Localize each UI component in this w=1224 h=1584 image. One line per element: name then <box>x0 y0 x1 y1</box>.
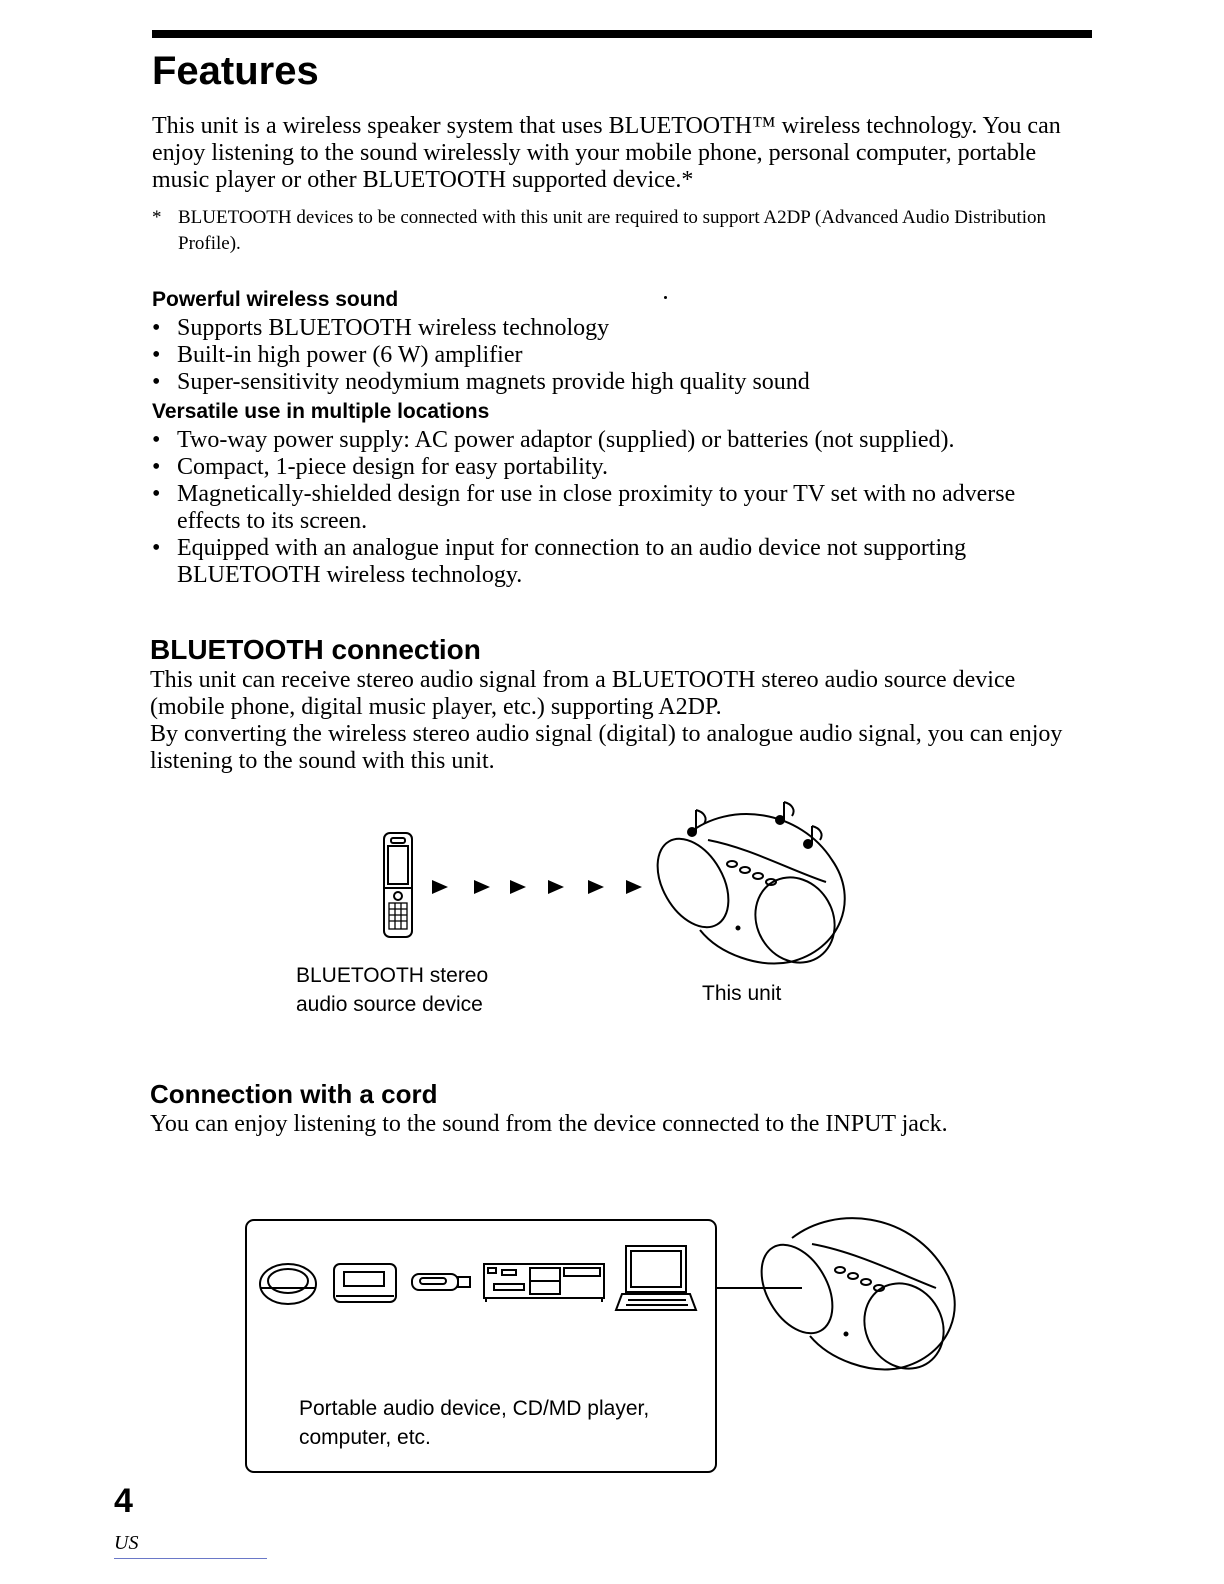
list-item-text: Built-in high power (6 W) amplifier <box>177 342 523 368</box>
mobile-phone-icon <box>384 833 412 937</box>
list-item-text: Magnetically-shielded design for use in close proximity to your TV set with no adverse effects to its screen. <box>177 481 1016 534</box>
bullet: • <box>152 454 161 480</box>
bluetooth-paragraph-1: This unit can receive stereo audio signal from a BLUETOOTH stereo audio source device (mobile phone, digital music player, etc.) supporting A2DP. <box>150 667 1016 720</box>
speaker-unit-icon <box>747 1218 959 1383</box>
list-item-text: Two-way power supply: AC power adaptor (supplied) or batteries (not supplied). <box>177 427 955 453</box>
md-player-icon <box>334 1264 396 1302</box>
footnote-text: BLUETOOTH devices to be connected with this unit are required to support A2DP (Advanced Audio Distribution Profile). <box>178 207 1047 254</box>
stereo-component-icon <box>484 1264 604 1302</box>
bluetooth-connection-heading: BLUETOOTH connection <box>150 634 481 665</box>
list-item-text: Supports BLUETOOTH wireless technology <box>177 315 610 341</box>
source-device-caption <box>296 961 488 1019</box>
bullet: • <box>152 481 161 507</box>
bullet: • <box>152 535 161 561</box>
bluetooth-diagram <box>370 790 870 990</box>
portable-cd-player-icon <box>260 1264 316 1304</box>
cord-devices-caption <box>299 1394 649 1452</box>
footnote-mark: * <box>152 207 162 228</box>
list-versatile <box>152 427 1082 589</box>
top-rule <box>152 30 1092 38</box>
speaker-unit-icon <box>643 814 850 977</box>
cord-caption-line2: computer, etc. <box>299 1426 431 1449</box>
music-notes-icon <box>688 802 822 848</box>
bullet: • <box>152 427 161 453</box>
page-title: Features <box>152 49 319 93</box>
list-item <box>152 454 1082 481</box>
list-item <box>152 535 1082 589</box>
cord-paragraph: You can enjoy listening to the sound from the device connected to the INPUT jack. <box>150 1111 948 1137</box>
list-item <box>152 369 1082 396</box>
list-item <box>152 481 1082 535</box>
signal-arrows-icon <box>432 880 642 894</box>
laptop-computer-icon <box>616 1246 696 1310</box>
section-heading-powerful: Powerful wireless sound <box>152 288 399 311</box>
bluetooth-paragraph-2: By converting the wireless stereo audio signal (digital) to analogue audio signal, you can enjoy listening to the sound with this unit. <box>150 721 1063 774</box>
cord-caption-line1: Portable audio device, CD/MD player, <box>299 1397 650 1420</box>
stray-dot <box>664 296 667 299</box>
page-number: 4 <box>114 1482 133 1520</box>
bullet: • <box>152 315 161 341</box>
source-caption-line2: audio source device <box>296 993 483 1016</box>
list-item-text: Equipped with an analogue input for connection to an audio device not supporting BLUETOOTH wireless technology. <box>177 535 967 588</box>
section-heading-versatile: Versatile use in multiple locations <box>152 400 490 423</box>
list-powerful <box>152 315 1082 396</box>
bullet: • <box>152 342 161 368</box>
usb-music-player-icon <box>412 1274 470 1290</box>
intro-paragraph: This unit is a wireless speaker system that uses BLUETOOTH™ wireless technology. You can enjoy listening to the sound wirelessly with your mobile phone, personal computer, portable music player or other BLUETOOTH supported device.* <box>152 113 1061 193</box>
cord-connection-heading: Connection with a cord <box>150 1079 438 1109</box>
list-item-text: Super-sensitivity neodymium magnets provide high quality sound <box>177 369 810 395</box>
list-item <box>152 315 1082 342</box>
unit-caption: This unit <box>702 982 782 1005</box>
source-caption-line1: BLUETOOTH stereo <box>296 964 489 987</box>
list-item-text: Compact, 1-piece design for easy portability. <box>177 454 608 480</box>
list-item <box>152 342 1082 369</box>
footnote <box>152 205 1092 257</box>
list-item <box>152 427 1082 454</box>
bullet: • <box>152 369 161 395</box>
region-label: US <box>114 1532 139 1554</box>
bottom-rule <box>114 1558 267 1559</box>
